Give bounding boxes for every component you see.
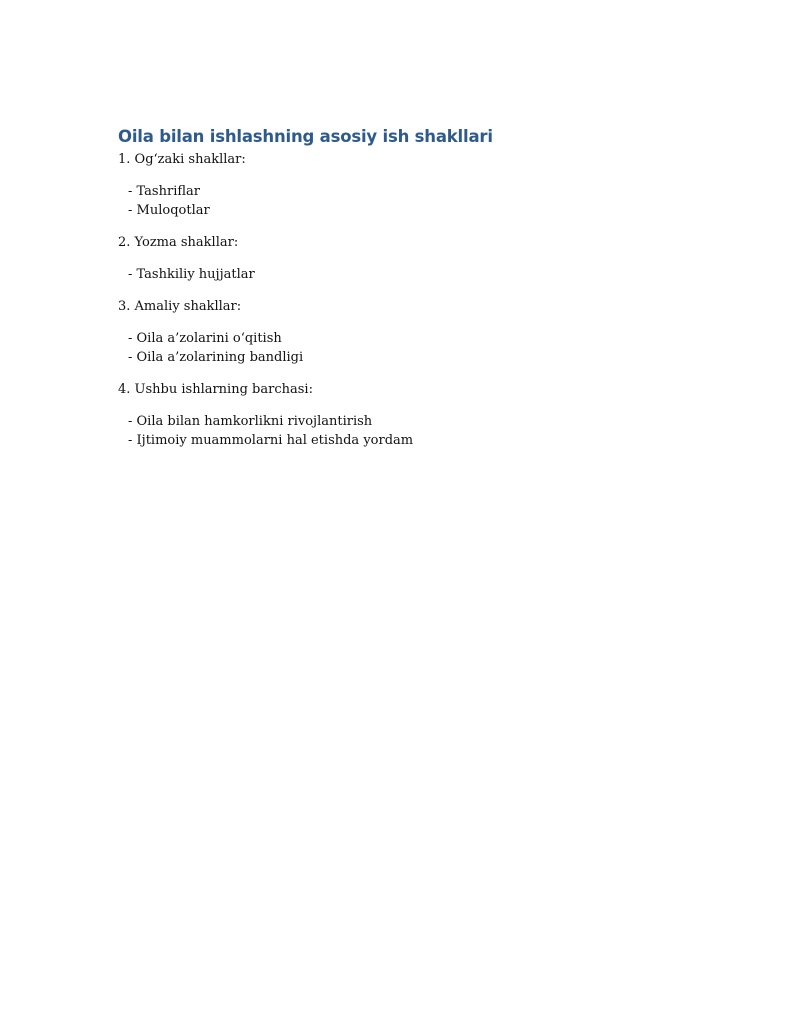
section-1: [118, 150, 718, 220]
section-list: [128, 182, 718, 220]
list-item: - Oila bilan hamkorlikni rivojlantirish: [128, 414, 373, 429]
section-list: [128, 265, 718, 284]
document-title: Oila bilan ishlashning asosiy ish shakllari: [118, 127, 493, 146]
list-item: - Tashriflar: [128, 184, 200, 199]
section-heading: 2. Yozma shakllar:: [118, 235, 239, 250]
list-item: - Oila a’zolarining bandligi: [128, 350, 304, 365]
list-item: - Ijtimoiy muammolarni hal etishda yordam: [128, 433, 414, 448]
section-list: [128, 329, 718, 367]
list-item: - Tashkiliy hujjatlar: [128, 267, 255, 282]
section-2: [118, 233, 718, 284]
section-heading: 3. Amaliy shakllar:: [118, 299, 242, 314]
section-heading: 4. Ushbu ishlarning barchasi:: [118, 382, 313, 397]
document-content: [118, 126, 718, 463]
section-3: [118, 297, 718, 367]
section-list: [128, 412, 718, 450]
section-4: [118, 380, 718, 450]
section-heading: 1. Og‘zaki shakllar:: [118, 152, 246, 167]
list-item: - Muloqotlar: [128, 203, 210, 218]
list-item: - Oila a’zolarini o‘qitish: [128, 331, 282, 346]
